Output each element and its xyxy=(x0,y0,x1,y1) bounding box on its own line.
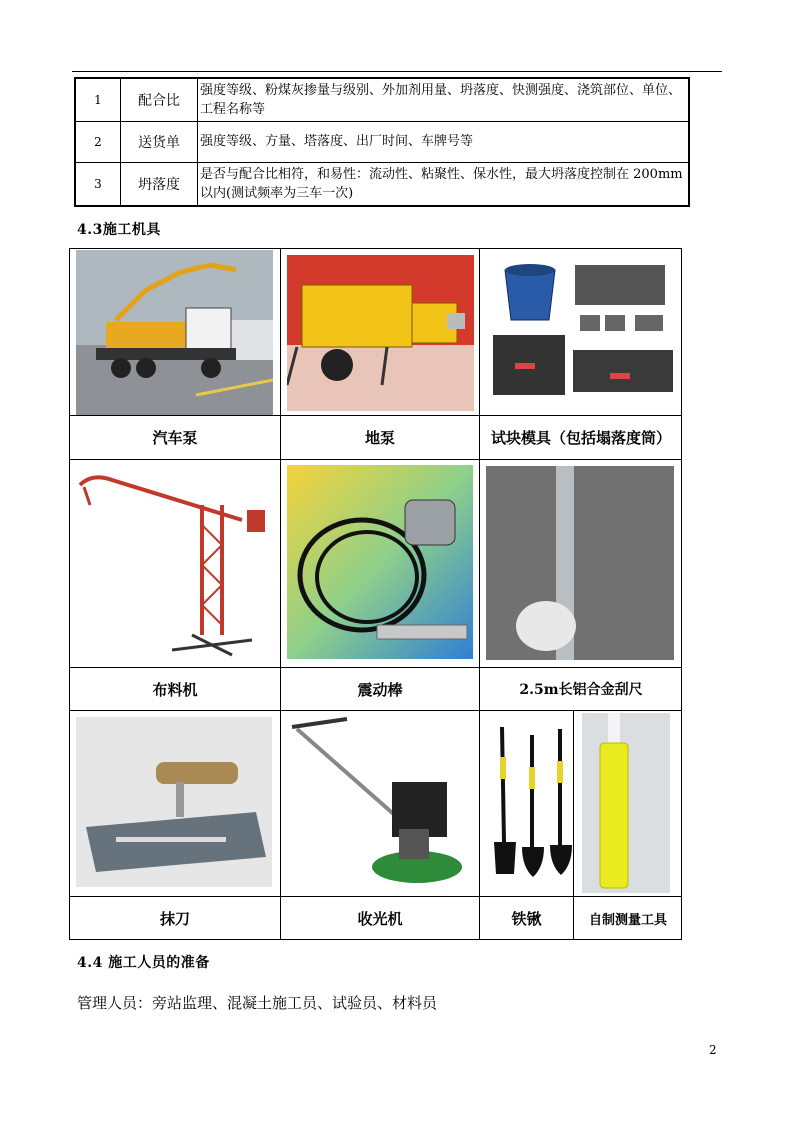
page-number: 2 xyxy=(709,1043,717,1057)
table-row xyxy=(75,162,689,206)
trowel-image xyxy=(76,717,272,887)
row-description: 强度等级、方量、塔落度、出厂时间、车牌号等 xyxy=(198,121,690,162)
equipment-label: 震动棒 xyxy=(281,668,480,711)
image-cell xyxy=(70,460,281,668)
table-row xyxy=(75,121,689,162)
aluminum-screed-image xyxy=(486,466,674,660)
image-cell xyxy=(281,460,480,668)
truck-pump-image xyxy=(76,250,273,415)
test-molds-image xyxy=(485,255,677,409)
ground-pump-image xyxy=(287,255,474,411)
image-cell xyxy=(281,711,480,897)
image-cell xyxy=(70,711,281,897)
equipment-label: 抹刀 xyxy=(70,897,281,939)
row-description: 是否与配合比相符，和易性：流动性、粘聚性、保水性，最大坍落度控制在 200mm 以内(测试频率为三车一次) xyxy=(198,162,690,206)
image-cell xyxy=(574,711,682,897)
image-cell xyxy=(281,249,480,416)
requirements-table xyxy=(74,77,690,207)
equipment-label: 铁锹 xyxy=(480,897,574,939)
equipment-label: 汽车泵 xyxy=(70,416,281,460)
row-description: 强度等级、粉煤灰掺量与级别、外加剂用量、坍落度、快测强度、浇筑部位、单位、工程名称等 xyxy=(198,78,690,121)
staff-paragraph: 管理人员：旁站监理、混凝土施工员、试验员、材料员 xyxy=(77,994,438,1012)
row-number: 1 xyxy=(75,78,121,121)
image-cell xyxy=(70,249,281,416)
row-number: 2 xyxy=(75,121,121,162)
header-rule xyxy=(72,71,722,72)
equipment-label: 收光机 xyxy=(281,897,480,939)
concrete-placer-image xyxy=(72,465,277,665)
vibrator-image xyxy=(287,465,473,659)
equipment-label: 2.5m长铝合金刮尺 xyxy=(480,668,682,711)
measuring-tool-image xyxy=(582,713,670,893)
image-cell xyxy=(480,460,682,668)
section-heading-4-4: 4.4 施工人员的准备 xyxy=(77,955,210,971)
image-cell xyxy=(480,711,574,897)
row-name: 配合比 xyxy=(121,78,198,121)
row-number: 3 xyxy=(75,162,121,206)
section-heading-4-3: 4.3施工机具 xyxy=(77,222,161,238)
equipment-label: 自制测量工具 xyxy=(588,912,667,928)
row-name: 坍落度 xyxy=(121,162,198,206)
power-trowel-image xyxy=(287,717,473,892)
table-row xyxy=(75,78,689,121)
equipment-label: 地泵 xyxy=(281,416,480,460)
image-cell xyxy=(480,249,682,416)
equipment-table xyxy=(69,248,682,940)
row-name: 送货单 xyxy=(121,121,198,162)
shovel-image xyxy=(486,717,572,893)
equipment-label: 布料机 xyxy=(70,668,281,711)
equipment-label: 试块模具（包括塌落度筒） xyxy=(480,416,682,460)
